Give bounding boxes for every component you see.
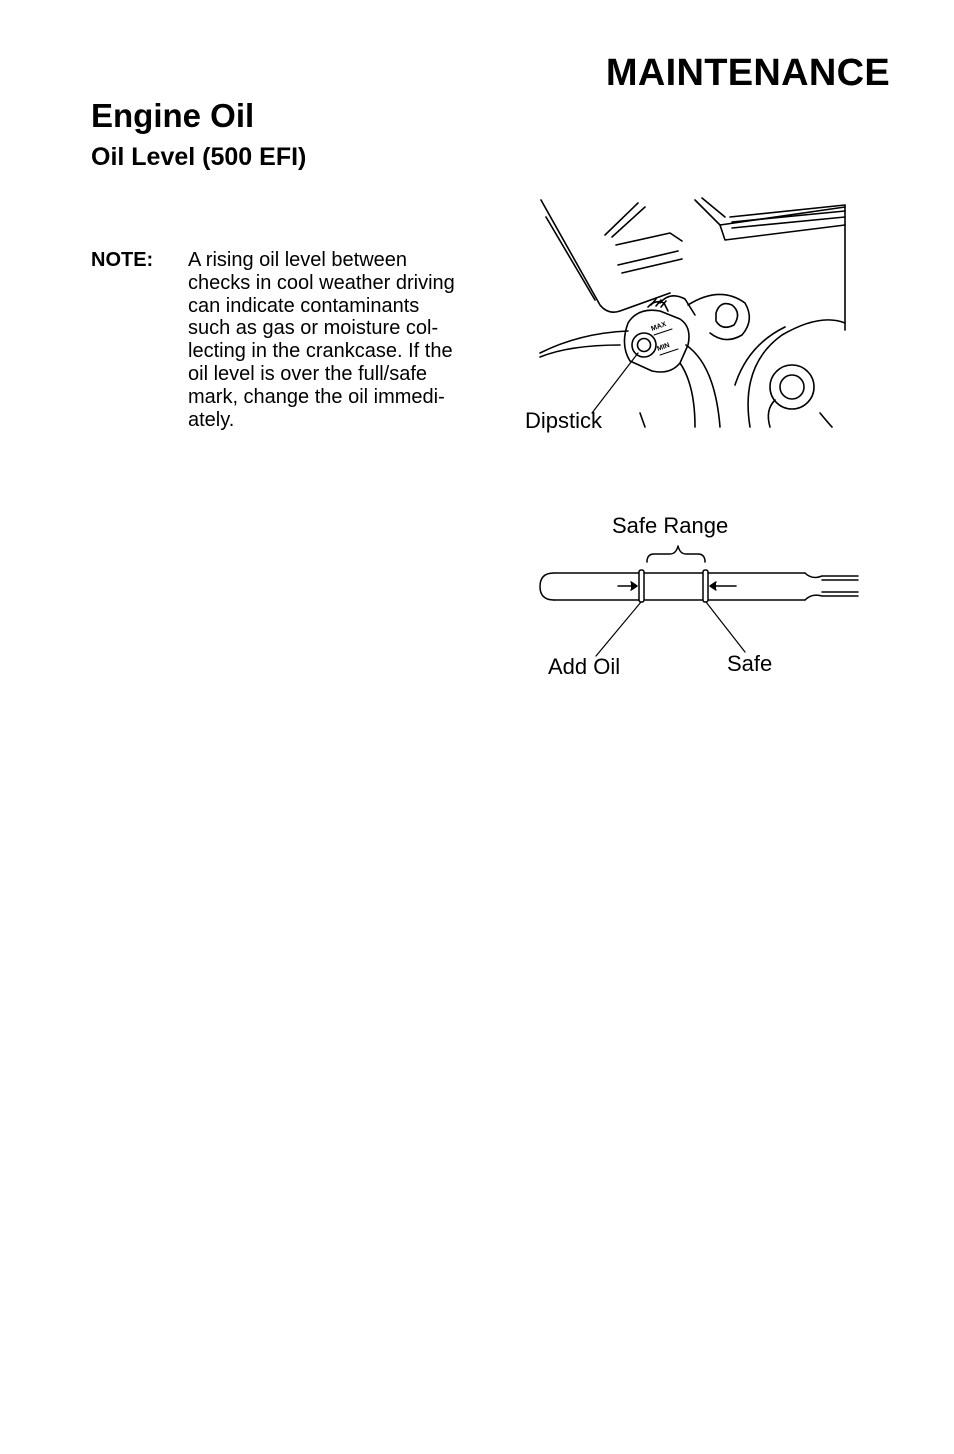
add-oil-label: Add Oil xyxy=(548,654,621,679)
note-label: NOTE: xyxy=(91,249,154,271)
engine-illustration xyxy=(520,195,860,440)
max-mark: MAX xyxy=(650,320,668,333)
note-line: checks in cool weather driving xyxy=(188,271,455,294)
section-title: Engine Oil xyxy=(91,97,255,134)
note-line: ately. xyxy=(188,408,235,431)
note-line: A rising oil level between xyxy=(188,249,408,271)
dipstick-range-figure xyxy=(530,510,865,685)
engine-dipstick-figure xyxy=(520,195,860,440)
note-line: oil level is over the full/safe xyxy=(188,362,428,385)
note-text xyxy=(188,249,488,431)
chapter-title: MAINTENANCE xyxy=(605,52,890,94)
note-line: mark, change the oil immedi- xyxy=(188,385,445,408)
dipstick-label: Dipstick xyxy=(525,408,603,433)
note-line: lecting in the crankcase. If the xyxy=(188,340,453,363)
min-mark: MIN xyxy=(656,341,671,353)
note-line: such as gas or moisture col- xyxy=(188,317,439,340)
safe-range-label: Safe Range xyxy=(612,513,729,538)
safe-label: Safe xyxy=(727,651,773,676)
subsection-title: Oil Level (500 EFI) xyxy=(91,143,307,171)
note-line: can indicate contaminants xyxy=(188,294,420,317)
